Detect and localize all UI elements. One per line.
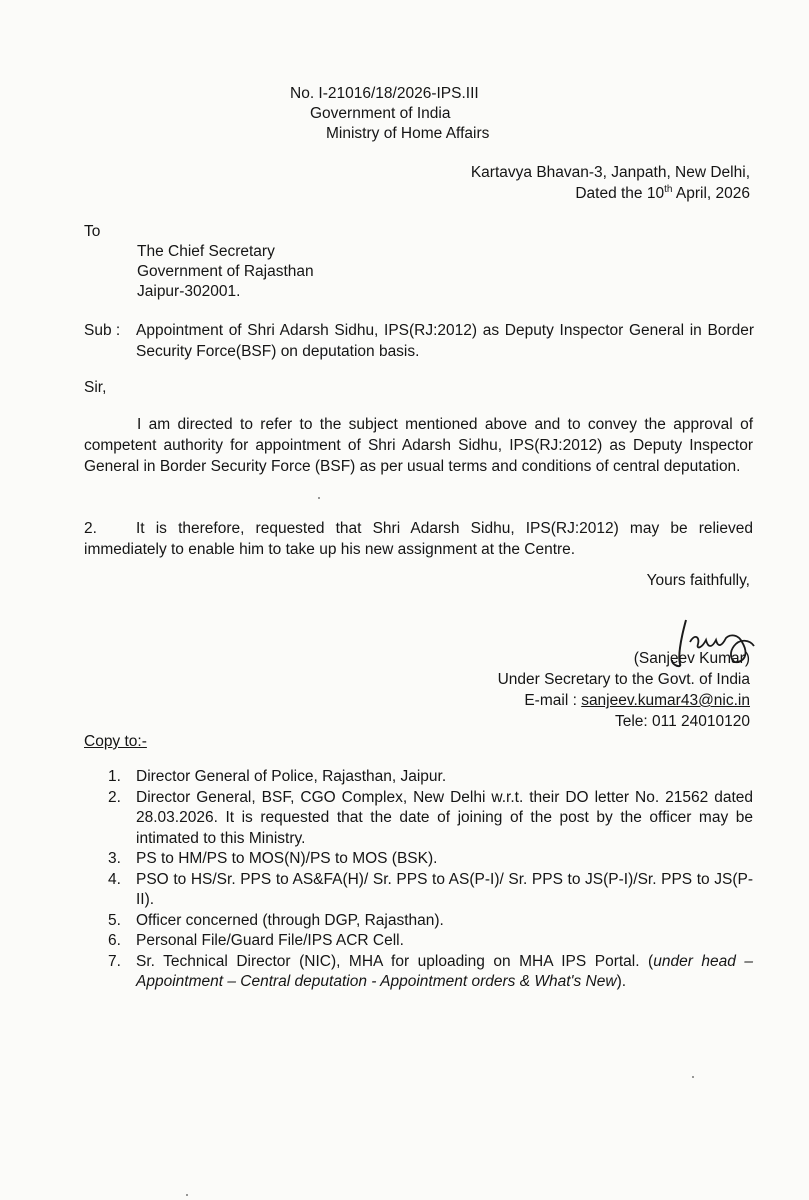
list-item: 4. PSO to HS/Sr. PPS to AS&FA(H)/ Sr. PPS to AS(P-I)/ Sr. PPS to JS(P-I)/Sr. PPS to JS(P-II).	[108, 870, 753, 908]
file-number: No. I-21016/18/2026-IPS.III	[290, 85, 479, 102]
closing: Yours faithfully,	[646, 572, 750, 589]
government-name: Government of India	[310, 105, 451, 122]
signatory-telephone: Tele: 011 24010120	[614, 713, 750, 730]
letter-header	[290, 84, 560, 144]
ministry-name: Ministry of Home Affairs	[326, 125, 490, 142]
paragraph-2-text: It is therefore, requested that Shri Adarsh Sidhu, IPS(RJ:2012) may be relieved immediately to enable him to take up his new assignment at the Centre.	[84, 520, 753, 558]
paragraph-1: I am directed to refer to the subject mentioned above and to convey the approval of competent authority for appointment of Shri Adarsh Sidhu, IPS(RJ:2012) as Deputy Inspector General in Border Security Force (BSF) as per usual terms and conditions of central deputation.	[84, 416, 753, 475]
list-item: 7. Sr. Technical Director (NIC), MHA for uploading on MHA IPS Portal. (under head – Appointment – Central deputation - Appointment orders & What's New).	[108, 952, 754, 990]
signatory-name: (Sanjeev Kumar)	[633, 650, 750, 667]
paragraph-2-number: 2.	[84, 520, 97, 537]
letter-date: Dated the 10th April, 2026	[575, 183, 750, 202]
list-item: 1. Director General of Police, Rajasthan, Jaipur.	[108, 768, 447, 785]
signatory-email-line: E-mail : sanjeev.kumar43@nic.in	[524, 692, 750, 709]
list-item: 2. Director General, BSF, CGO Complex, New Delhi w.r.t. their DO letter No. 21562 dated 28.03.2026. It is requested that the date of joining of the post by the officer may be intimated to this Ministry.	[108, 788, 753, 847]
copy-to-heading: Copy to:-	[84, 733, 147, 750]
recipient-block	[137, 242, 314, 302]
recipient-title: The Chief Secretary	[137, 243, 275, 260]
scan-speck	[318, 497, 320, 499]
subject-label: Sub :	[84, 322, 121, 339]
subject-line	[84, 320, 754, 362]
to-label: To	[84, 223, 101, 240]
address-block	[400, 162, 750, 204]
signatory-designation: Under Secretary to the Govt. of India	[497, 671, 750, 688]
recipient-organisation: Government of Rajasthan	[137, 263, 314, 280]
signatory-block	[400, 648, 750, 732]
list-item: 6. Personal File/Guard File/IPS ACR Cell.	[108, 932, 404, 949]
scan-speck	[692, 1076, 694, 1078]
list-item: 3. PS to HM/PS to MOS(N)/PS to MOS (BSK).	[108, 850, 438, 867]
paragraph-2	[84, 518, 753, 560]
salutation: Sir,	[84, 379, 107, 396]
scan-speck	[186, 1194, 188, 1196]
subject-text: Appointment of Shri Adarsh Sidhu, IPS(RJ:2012) as Deputy Inspector General in Border Security Force(BSF) on deputation basis.	[136, 322, 754, 360]
list-item: 5. Officer concerned (through DGP, Rajasthan).	[108, 911, 444, 929]
email-link[interactable]: sanjeev.kumar43@nic.in	[581, 692, 750, 709]
copy-to-list	[108, 767, 753, 993]
office-address: Kartavya Bhavan-3, Janpath, New Delhi,	[470, 164, 750, 181]
recipient-city: Jaipur-302001.	[137, 283, 241, 300]
